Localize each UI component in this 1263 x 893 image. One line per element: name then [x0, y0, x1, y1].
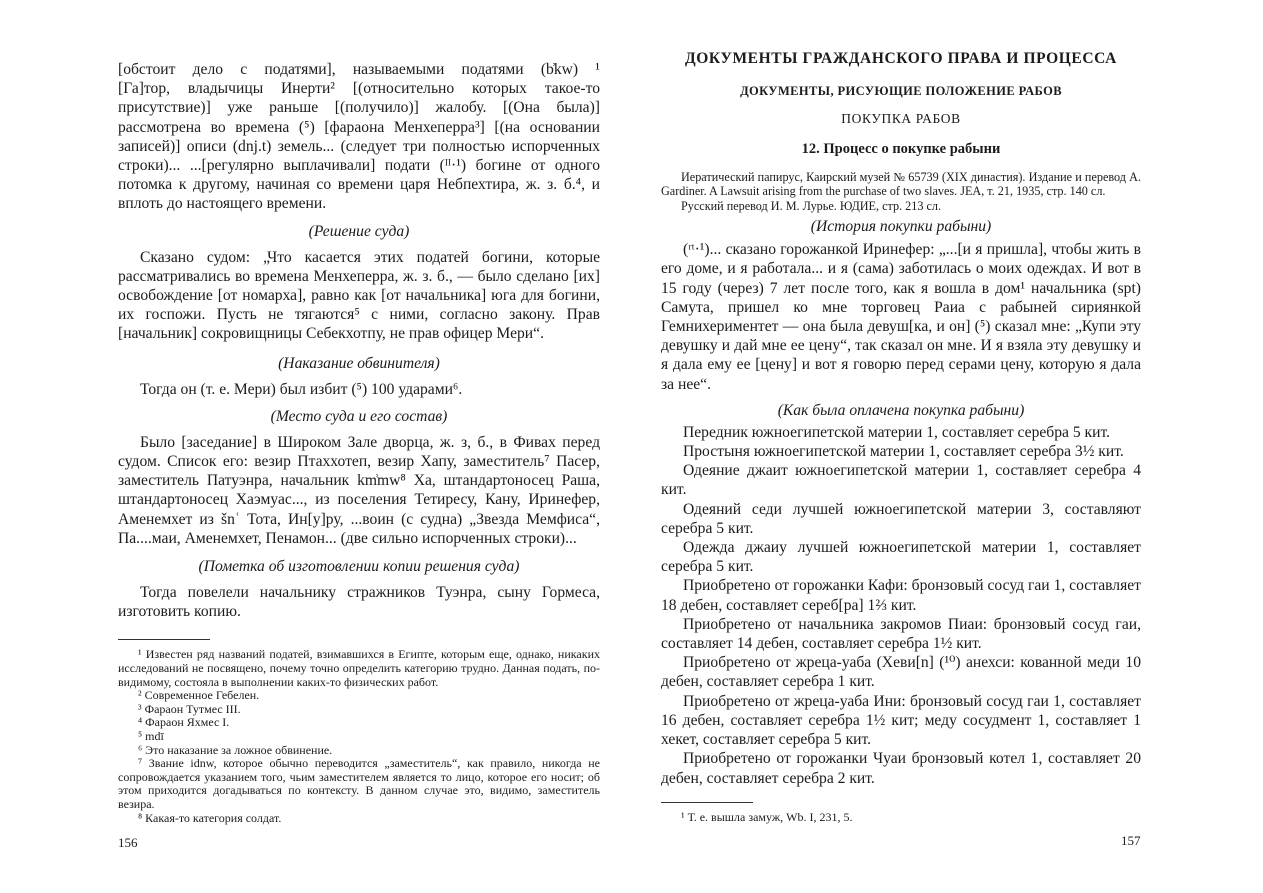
list-item: Приобретено от начальника закромов Пиаи: бронзовый сосуд гаи, составляет 14 дебен, составляет серебра 1½ кит.	[661, 615, 1141, 653]
list-item: Приобретено от горожанки Кафи: бронзовый сосуд гаи 1, составляет 18 дебен, составляет сереб[ра] 1⅔ кит.	[661, 577, 1141, 614]
paragraph-punishment: Тогда он (т. е. Мери) был избит (⁵) 100 ударами⁶.	[140, 380, 463, 398]
document-title: 12. Процесс о покупке рабыни	[801, 141, 1001, 157]
paragraph-court: Было [заседание] в Широком Зале дворца, ж. з, б., в Фивах перед судом. Список его: везир Птаххотеп, везир Хапу, заместитель⁷ Пасер, заместитель Патуэнра, начальник km͗mw⁸ Ха, штандартоносец Раша, штандартоносец Хаэмуас..., из поселения Тетиресу, Кану, Иринефер, Аменемхет из šnʿ Тота, Ин[у]ру, ...воин (с судна) „Звезда Мемфиса“, Па....маи, Аменемхет, Пенамон... (две сильно испорченных строки)...	[118, 433, 600, 547]
list-item: Одеяний седи лучшей южноегипетской материи 3, составляют серебра 5 кит.	[661, 500, 1141, 537]
footnote: ¹ Т. е. вышла замуж, Wb. I, 231, 5.	[681, 809, 853, 824]
left-column	[118, 60, 600, 825]
section-heading-payment: (Как была оплачена покупка рабыни)	[777, 401, 1025, 419]
chapter-subtitle: ДОКУМЕНТЫ, РИСУЮЩИЕ ПОЛОЖЕНИЕ РАБОВ	[740, 84, 1062, 98]
list-item: Приобретено от горожанки Чуаи бронзовый котел 1, составляет 20 дебен, составляет серебра 2 кит.	[661, 750, 1141, 787]
section-heading-copy: (Пометка об изготовлении копии решения суда)	[198, 558, 520, 576]
right-page	[631, 0, 1263, 893]
paragraph-copy: Тогда повелели начальнику стражников Туэнра, сыну Гормеса, изготовить копию.	[118, 584, 600, 621]
footnote: ¹ Известен ряд названий податей, взимавшихся в Египте, которым еще, однако, никаких исследований не посвящено, почему точно определить категорию трудно. Данная подать, по-видимому, состояла в выполнении каких-то физических работ.	[118, 647, 600, 689]
paragraph-purchase-history: (ʳᵗ·¹)... сказано горожанкой Иринефер: „...[и я пришла], чтобы жить в его доме, и я работала... и я (сама) заботилась о моих одеждах. И вот в 15 году (через) 7 лет после того, как я вошла в дом¹ начальника (spt) Самута, пришел ко мне торговец Раиа с рабыней сириянкой Гемнихериментет — она была девуш[ка, и он] (⁵) сказал мне: „Купи эту девушку и дай мне ее цену“, так сказал он мне. И я взяла эту девушку и я дала ему ее [цену] и вот я говорю перед серами цену, которую я дала за нее“.	[661, 241, 1141, 393]
source-citation: Иератический папирус, Каирский музей № 65739 (XIX династия). Издание и перевод A. Gardiner. A Lawsuit arising from the purchase of two slaves. JEA, т. 21, 1935, стр. 140 сл.	[661, 170, 1141, 199]
section-heading-decision: (Решение суда)	[308, 222, 410, 240]
list-item: Приобретено от жреца-уаба (Хеви[n] (¹⁰) анехси: кованной меди 10 дебен, составляет серебра 1 кит.	[661, 654, 1141, 691]
list-item: Передник южноегипетской материи 1, составляет серебра 5 кит.	[683, 423, 1110, 441]
list-item: Приобретено от жреца-уаба Ини: бронзовый сосуд гаи 1, составляет 16 дебен, составляет серебра 1½ кит; меду сосудмент 1, составляет 1 хекет, составляет серебра 5 кит.	[661, 692, 1141, 749]
footnotes	[118, 648, 600, 825]
list-item: Одеяние джаит южноегипетской материи 1, составляет серебра 4 кит.	[661, 462, 1141, 499]
left-page	[0, 0, 631, 893]
list-item: Простыня южноегипетской материи 1, составляет серебра 3½ кит.	[683, 443, 1124, 461]
footnote: ⁸ Какая-то категория солдат.	[138, 810, 282, 825]
footnote-rule	[118, 639, 210, 640]
chapter-title: ДОКУМЕНТЫ ГРАЖДАНСКОГО ПРАВА И ПРОЦЕССА	[685, 50, 1117, 67]
paragraph-1-line-1: [обстоит дело с податями], называемыми податями (b͗kw) ¹	[118, 61, 600, 78]
footnote: ⁶ Это наказание за ложное обвинение.	[138, 742, 333, 757]
section-title: ПОКУПКА РАБОВ	[841, 111, 961, 126]
section-heading-court: (Место суда и его состав)	[270, 407, 448, 425]
paragraph-1: [Га]тор, владычицы Инерти² [(относительно которых такое-то присутствие)] уже раньше [(получило)] жалобу. [(Она была)] рассмотрена во времена (⁵) [фараона Менхеперра³] [(на основании записей)] описи (dnj.t) земель... (следует три полностью испорченных строки)... ...[регулярно выплачивали] подати (ᴵᴵ·¹) богине от одного потомка к другому, начиная со времени царя Небпехтира, ж. з. б.⁴, и вплоть до настоящего времени.	[118, 80, 600, 213]
footnote: ⁴ Фараон Яхмес I.	[138, 715, 230, 730]
footnote: ³ Фараон Тутмес III.	[138, 701, 241, 716]
footnote: ² Современное Гебелен.	[138, 688, 260, 703]
section-heading-punishment: (Наказание обвинителя)	[278, 354, 440, 372]
page-number-right: 157	[1121, 833, 1141, 848]
section-heading-purchase-history: (История покупки рабыни)	[810, 218, 992, 236]
payment-list	[661, 423, 1141, 788]
source-translation: Русский перевод И. М. Лурье. ЮДИЕ, стр. 213 сл.	[681, 198, 942, 213]
footnote-rule	[661, 802, 753, 803]
footnote: ⁷ Звание idnw, которое обычно переводится „заместитель“, как правило, никогда не сопровождается указанием того, чьим заместителем является то лицо, которое его носит; об этом приходится догадываться по контексту. В данном случае это, видимо, заместитель везира.	[118, 756, 600, 811]
paragraph-decision: Сказано судом: „Что касается этих податей богини, которые рассматривались во времена Менхеперра, ж. з. б., — было сделано [их] освобождение [от номарха], равно как [от начальника] юга для богини, их госпожи. Пусть не тягаются⁵ с ними, согласно закону. Прав [начальник] сокровищницы Себекхотпу, не прав офицер Мери“.	[118, 248, 600, 343]
footnote: ⁵ mdī	[138, 729, 164, 744]
right-column	[661, 50, 1141, 824]
page-number-left: 156	[118, 835, 138, 850]
list-item: Одежда джаиу лучшей южноегипетской материи 1, составляет серебра 5 кит.	[661, 539, 1141, 576]
